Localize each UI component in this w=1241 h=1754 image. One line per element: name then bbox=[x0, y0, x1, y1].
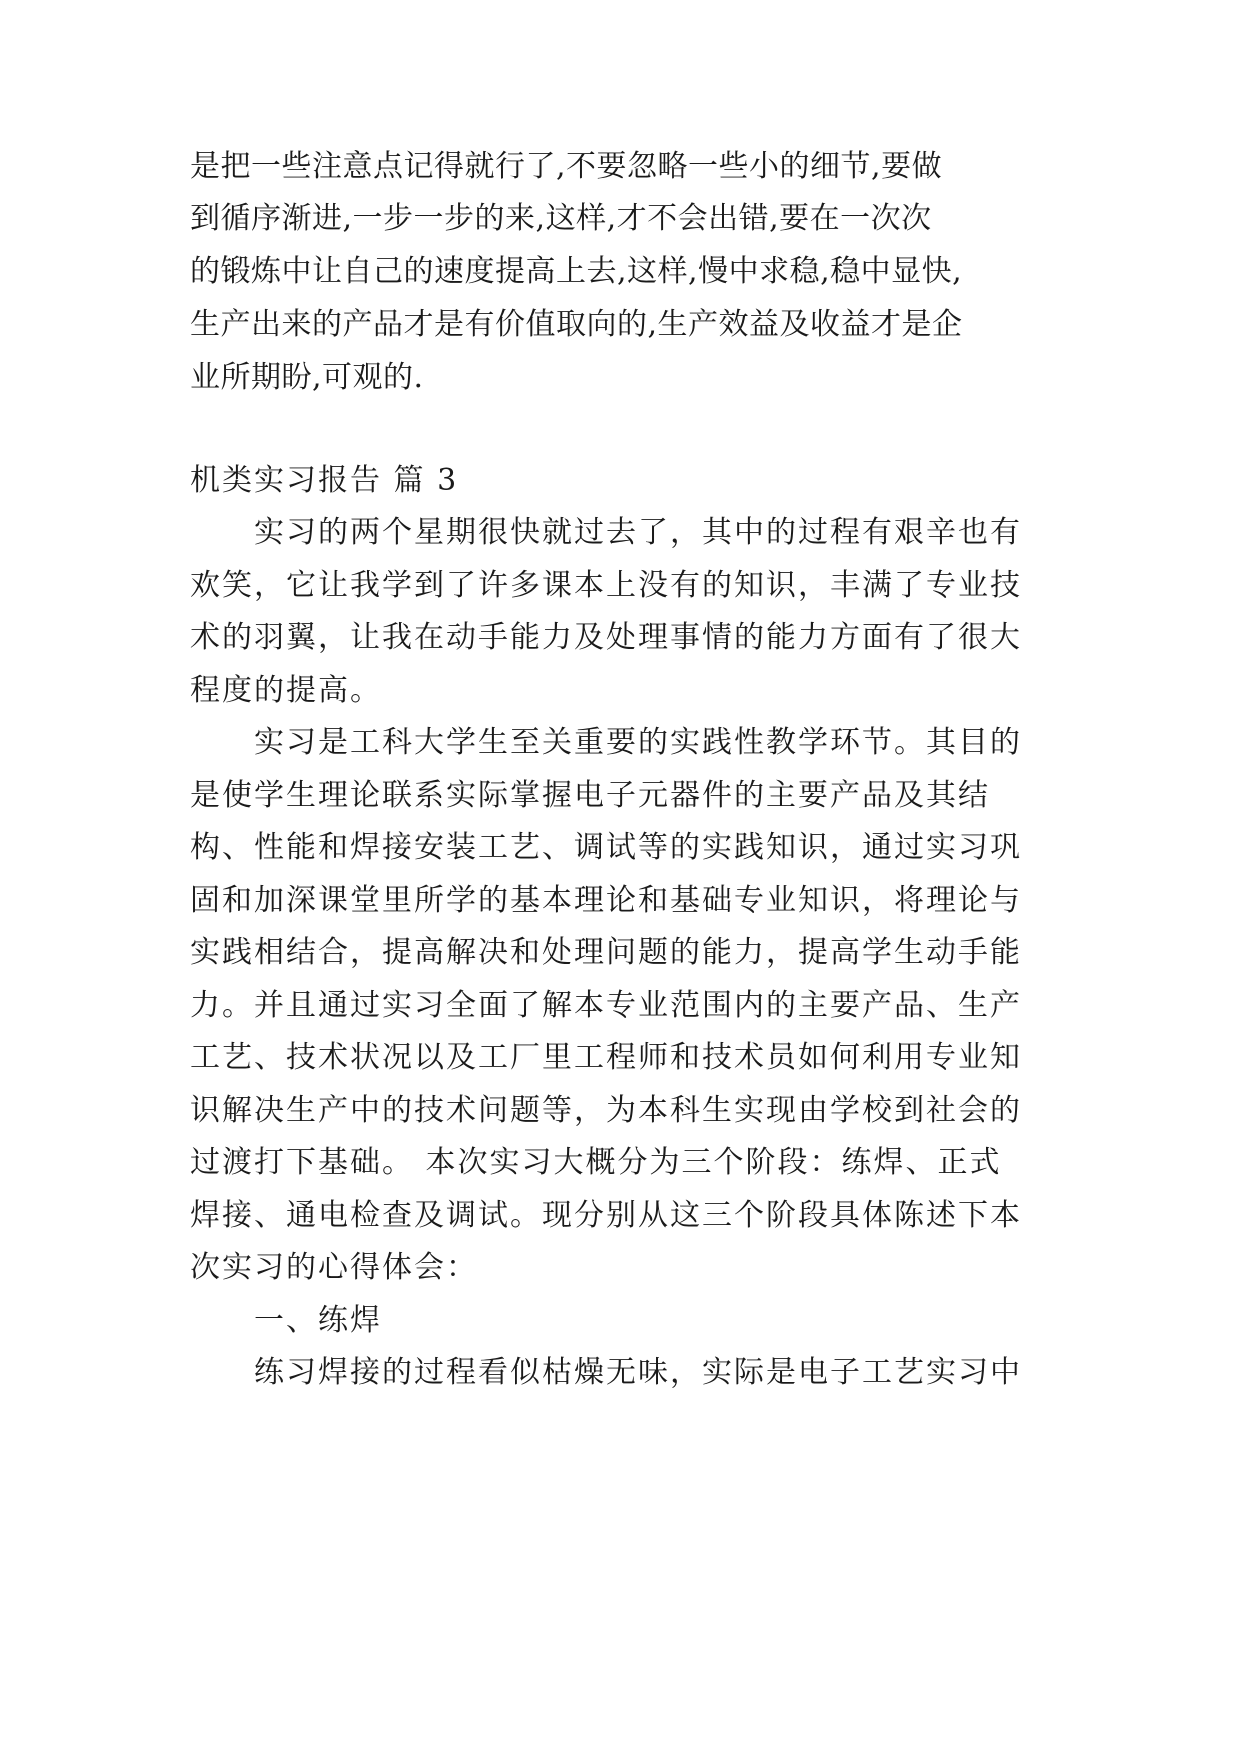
paragraph-2-line-4: 固和加深课堂里所学的基本理论和基础专业知识，将理论与 bbox=[190, 883, 1022, 918]
intro-line-4: 生产出来的产品才是有价值取向的,生产效益及收益才是企 bbox=[190, 307, 963, 342]
paragraph-2-line-9: 过渡打下基础。 本次实习大概分为三个阶段：练焊、正式 bbox=[190, 1145, 1002, 1180]
intro-line-2: 到循序渐进,一步一步的来,这样,才不会出错,要在一次次 bbox=[190, 201, 932, 236]
paragraph-2-line-5: 实践相结合，提高解决和处理问题的能力，提高学生动手能 bbox=[190, 935, 1022, 970]
intro-line-5: 业所期盼,可观的. bbox=[190, 360, 424, 395]
paragraph-1-line-3: 术的羽翼，让我在动手能力及处理事情的能力方面有了很大 bbox=[190, 620, 1022, 655]
intro-line-1: 是把一些注意点记得就行了,不要忽略一些小的细节,要做 bbox=[190, 149, 943, 184]
paragraph-3-line-1: 练习焊接的过程看似枯燥无味，实际是电子工艺实习中 bbox=[254, 1355, 1022, 1390]
intro-line-3: 的锻炼中让自己的速度提高上去,这样,慢中求稳,稳中显快, bbox=[190, 254, 963, 289]
subheading: 一、练焊 bbox=[254, 1303, 382, 1338]
paragraph-2-line-2: 是使学生理论联系实际掌握电子元器件的主要产品及其结 bbox=[190, 778, 990, 813]
paragraph-2-line-8: 识解决生产中的技术问题等，为本科生实现由学校到社会的 bbox=[190, 1093, 1022, 1128]
paragraph-2-line-6: 力。并且通过实习全面了解本专业范围内的主要产品、生产 bbox=[190, 988, 1022, 1023]
paragraph-1-line-2: 欢笑，它让我学到了许多课本上没有的知识，丰满了专业技 bbox=[190, 568, 1022, 603]
paragraph-2-line-7: 工艺、技术状况以及工厂里工程师和技术员如何利用专业知 bbox=[190, 1040, 1022, 1075]
paragraph-2-line-3: 构、性能和焊接安装工艺、调试等的实践知识，通过实习巩 bbox=[190, 830, 1022, 865]
paragraph-2-line-10: 焊接、通电检查及调试。现分别从这三个阶段具体陈述下本 bbox=[190, 1198, 1022, 1233]
paragraph-2-line-11: 次实习的心得体会： bbox=[190, 1250, 478, 1285]
paragraph-1-line-4: 程度的提高。 bbox=[190, 673, 382, 708]
paragraph-2-line-1: 实习是工科大学生至关重要的实践性教学环节。其目的 bbox=[254, 725, 1022, 760]
section-title: 机类实习报告 篇 3 bbox=[190, 463, 459, 498]
paragraph-1-line-1: 实习的两个星期很快就过去了，其中的过程有艰辛也有 bbox=[254, 515, 1022, 550]
